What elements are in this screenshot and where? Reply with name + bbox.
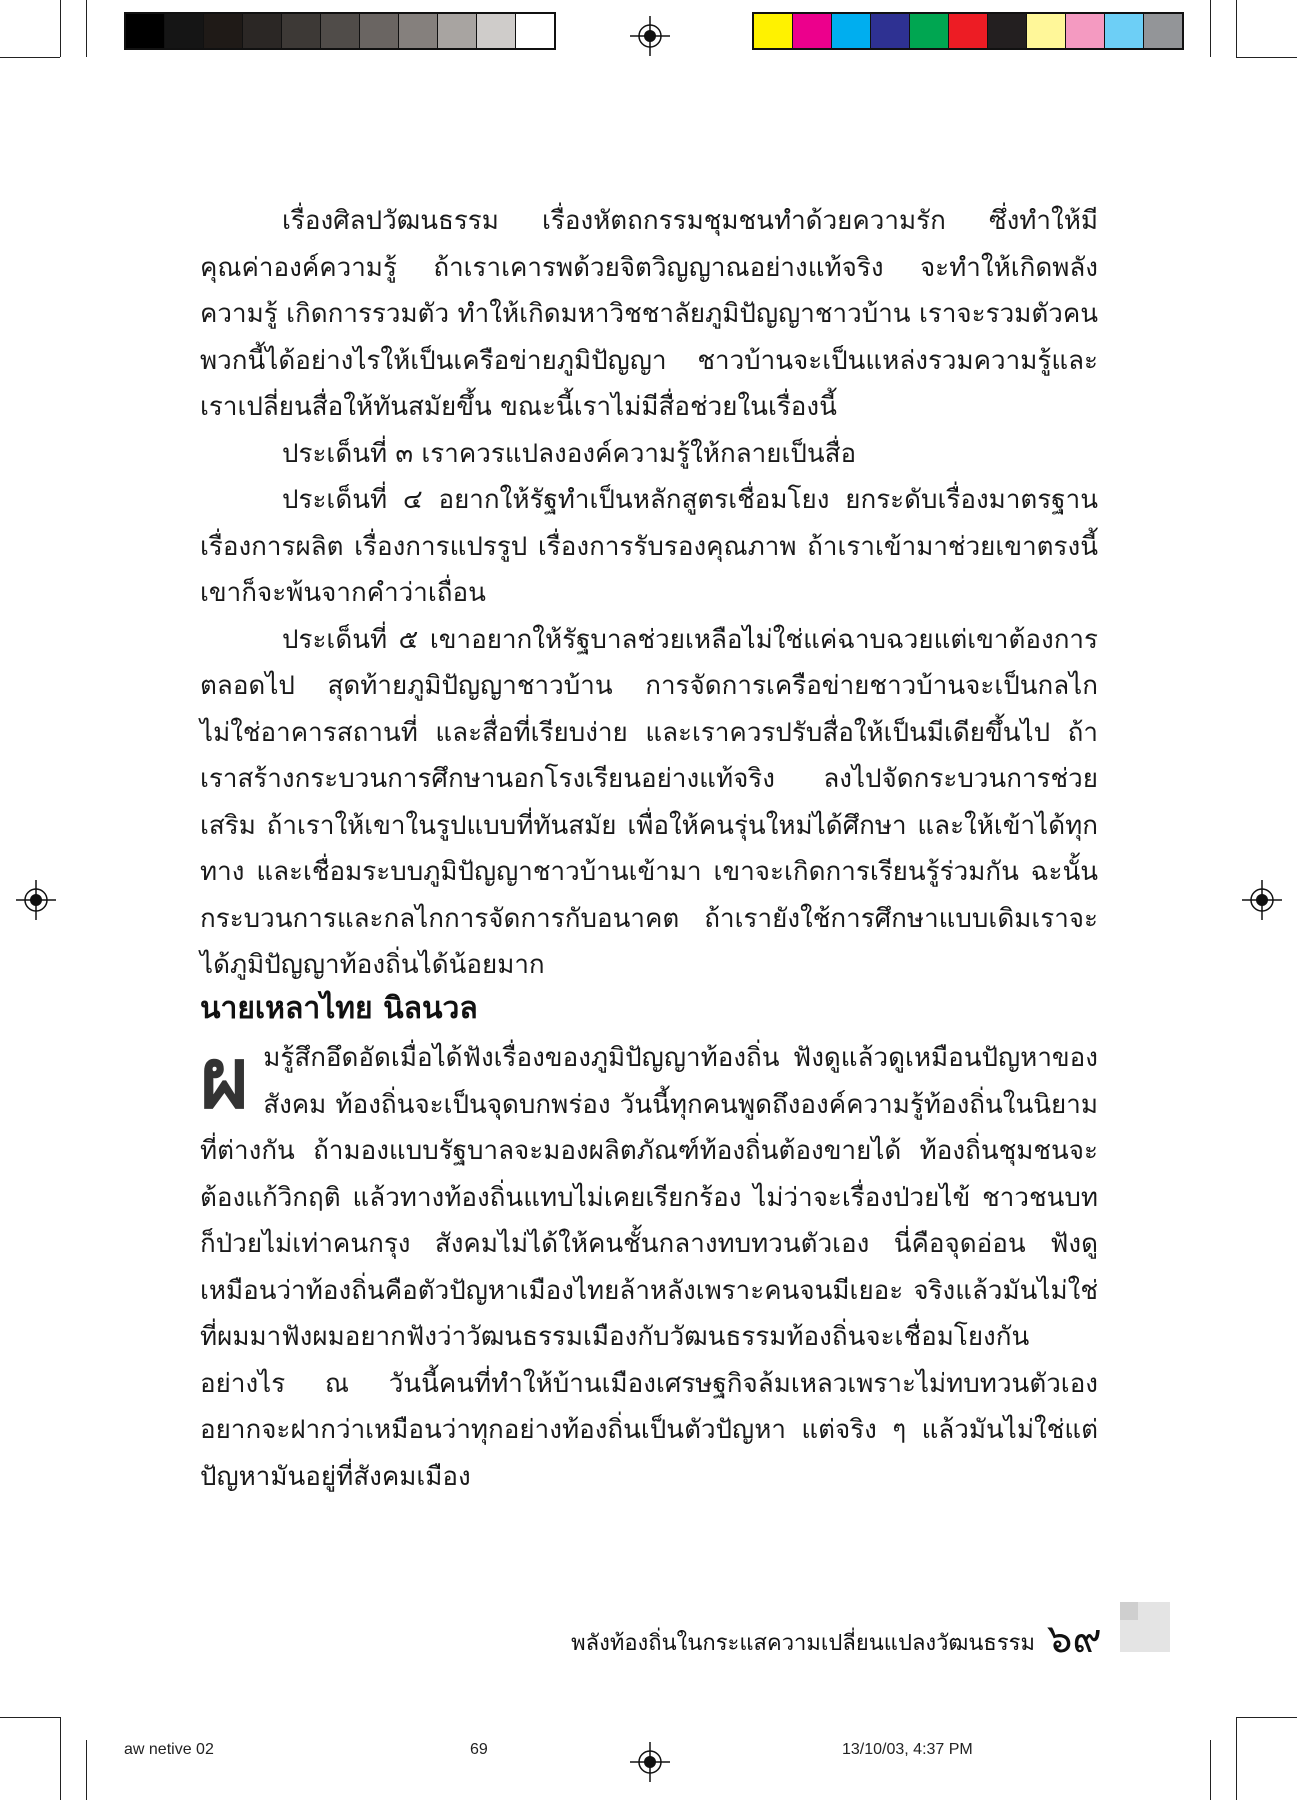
slug-datetime: 13/10/03, 4:37 PM bbox=[842, 1741, 973, 1758]
color-swatch bbox=[793, 14, 832, 48]
registration-mark-icon bbox=[16, 880, 56, 920]
color-swatch bbox=[1066, 14, 1105, 48]
gray-swatch bbox=[399, 14, 438, 48]
grayscale-calibration-bar bbox=[124, 12, 556, 50]
running-footer-title: พลังท้องถิ่นในกระแสความเปลี่ยนแปลงวัฒนธรรม bbox=[571, 1631, 1035, 1656]
registration-mark-icon bbox=[1242, 880, 1282, 920]
color-swatch bbox=[1144, 14, 1182, 48]
gray-swatch bbox=[243, 14, 282, 48]
color-calibration-bar bbox=[752, 12, 1184, 50]
color-swatch bbox=[871, 14, 910, 48]
page-number: ๖๙ bbox=[1047, 1616, 1102, 1662]
crop-mark bbox=[1236, 1717, 1237, 1800]
crop-mark bbox=[0, 57, 60, 58]
body-text-speaker bbox=[200, 1029, 1098, 1500]
color-swatch bbox=[988, 14, 1027, 48]
body-text-top bbox=[200, 198, 1098, 989]
gray-swatch bbox=[321, 14, 360, 48]
speaker-paragraph: มรู้สึกอึดอัดเมื่อได้ฟังเรื่องของภูมิปัญญาท้องถิ่น ฟังดูแล้วดูเหมือนปัญหาของสังคม ท้องถิ่นจะเป็นจุดบกพร่อง วันนี้ทุกคนพูดถึงองค์ความรู้ท้องถิ่นในนิยามที่ต่างกัน ถ้ามองแบบรัฐบาลจะมองผลิตภัณฑ์ท้องถิ่นต้องขายได้ ท้องถิ่นชุมชนจะต้องแก้วิกฤติ แล้วทางท้องถิ่นแทบไม่เคยเรียกร้อง ไม่ว่าจะเรื่องป่วยไข้ ชาวชนบทก็ป่วยไม่เท่าคนกรุง สังคมไม่ได้ให้คนชั้นกลางทบทวนตัวเอง นี่คือจุดอ่อน ฟังดูเหมือนว่าท้องถิ่นคือตัวปัญหาเมืองไทยล้าหลังเพราะคนจนมีเยอะ จริงแล้วมันไม่ใช่ ที่ผมมาฟังผมอยากฟังว่าวัฒนธรรมเมืองกับวัฒนธรรมท้องถิ่นจะเชื่อมโยงกันอย่างไร ณ วันนี้คนที่ทำให้บ้านเมืองเศรษฐกิจล้มเหลวเพราะไม่ทบทวนตัวเอง อยากจะฝากว่าเหมือนว่าทุกอย่างท้องถิ่นเป็นตัวปัญหา แต่จริง ๆ แล้วมันไม่ใช่แต่ปัญหามันอยู่ที่สังคมเมือง bbox=[200, 1043, 1098, 1492]
page-tab-decoration bbox=[1120, 1602, 1138, 1620]
crop-mark bbox=[1236, 1717, 1297, 1718]
gray-swatch bbox=[165, 14, 204, 48]
gray-swatch bbox=[477, 14, 516, 48]
slug-filename: aw netive 02 bbox=[124, 1741, 214, 1758]
color-swatch bbox=[1027, 14, 1066, 48]
gray-swatch bbox=[438, 14, 477, 48]
color-swatch bbox=[832, 14, 871, 48]
paragraph: ประเด็นที่ ๓ เราควรแปลงองค์ความรู้ให้กลายเป็นสื่อ bbox=[282, 438, 857, 469]
gray-swatch bbox=[516, 14, 554, 48]
color-swatch bbox=[949, 14, 988, 48]
gray-swatch bbox=[282, 14, 321, 48]
dropcap: ผ bbox=[200, 1029, 250, 1127]
crop-mark bbox=[1210, 1740, 1211, 1800]
crop-mark bbox=[60, 0, 61, 57]
crop-mark bbox=[1210, 0, 1211, 57]
color-swatch bbox=[910, 14, 949, 48]
crop-mark bbox=[1236, 0, 1237, 57]
crop-mark bbox=[1236, 57, 1297, 58]
registration-mark-icon bbox=[630, 1742, 670, 1782]
crop-mark bbox=[0, 1717, 60, 1718]
crop-mark bbox=[60, 1717, 61, 1800]
paragraph: ประเด็นที่ ๕ เขาอยากให้รัฐบาลช่วยเหลือไม่ใช่แค่ฉาบฉวยแต่เขาต้องการตลอดไป สุดท้ายภูมิปัญญาชาวบ้าน การจัดการเครือข่ายชาวบ้านจะเป็นกลไก ไม่ใช่อาคารสถานที่ และสื่อที่เรียบง่าย และเราควรปรับสื่อให้เป็นมีเดียขึ้นไป ถ้าเราสร้างกระบวนการศึกษานอกโรงเรียนอย่างแท้จริง ลงไปจัดกระบวนการช่วยเสริม ถ้าเราให้เขาในรูปแบบที่ทันสมัย เพื่อให้คนรุ่นใหม่ได้ศึกษา และให้เข้าได้ทุกทาง และเชื่อมระบบภูมิปัญญาชาวบ้านเข้ามา เขาจะเกิดการเรียนรู้ร่วมกัน ฉะนั้นกระบวนการและกลไกการจัดการกับอนาคต ถ้าเรายังใช้การศึกษาแบบเดิมเราจะได้ภูมิปัญญาท้องถิ่นได้น้อยมาก bbox=[200, 624, 1098, 980]
crop-mark bbox=[86, 0, 87, 57]
color-swatch bbox=[754, 14, 793, 48]
paragraph: ประเด็นที่ ๔ อยากให้รัฐทำเป็นหลักสูตรเชื่อมโยง ยกระดับเรื่องมาตรฐาน เรื่องการผลิต เรื่องการแปรรูป เรื่องการรับรองคุณภาพ ถ้าเราเข้ามาช่วยเขาตรงนี้ เขาก็จะพ้นจากคำว่าเถื่อน bbox=[200, 485, 1098, 608]
speaker-heading: นายเหลาไทย นิลนวล bbox=[200, 991, 478, 1026]
slug-page: 69 bbox=[470, 1741, 488, 1758]
paragraph: เรื่องศิลปวัฒนธรรม เรื่องหัตถกรรมชุมชนทำด้วยความรัก ซึ่งทำให้มีคุณค่าองค์ความรู้ ถ้าเราเคารพด้วยจิตวิญญาณอย่างแท้จริง จะทำให้เกิดพลังความรู้ เกิดการรวมตัว ทำให้เกิดมหาวิชชาลัยภูมิปัญญาชาวบ้าน เราจะรวมตัวคนพวกนี้ได้อย่างไรให้เป็นเครือข่ายภูมิปัญญา ชาวบ้านจะเป็นแหล่งรวมความรู้และเราเปลี่ยนสื่อให้ทันสมัยขึ้น ขณะนี้เราไม่มีสื่อช่วยในเรื่องนี้ bbox=[200, 206, 1098, 422]
crop-mark bbox=[86, 1740, 87, 1800]
color-swatch bbox=[1105, 14, 1144, 48]
gray-swatch bbox=[126, 14, 165, 48]
registration-mark-icon bbox=[630, 16, 670, 56]
gray-swatch bbox=[204, 14, 243, 48]
gray-swatch bbox=[360, 14, 399, 48]
